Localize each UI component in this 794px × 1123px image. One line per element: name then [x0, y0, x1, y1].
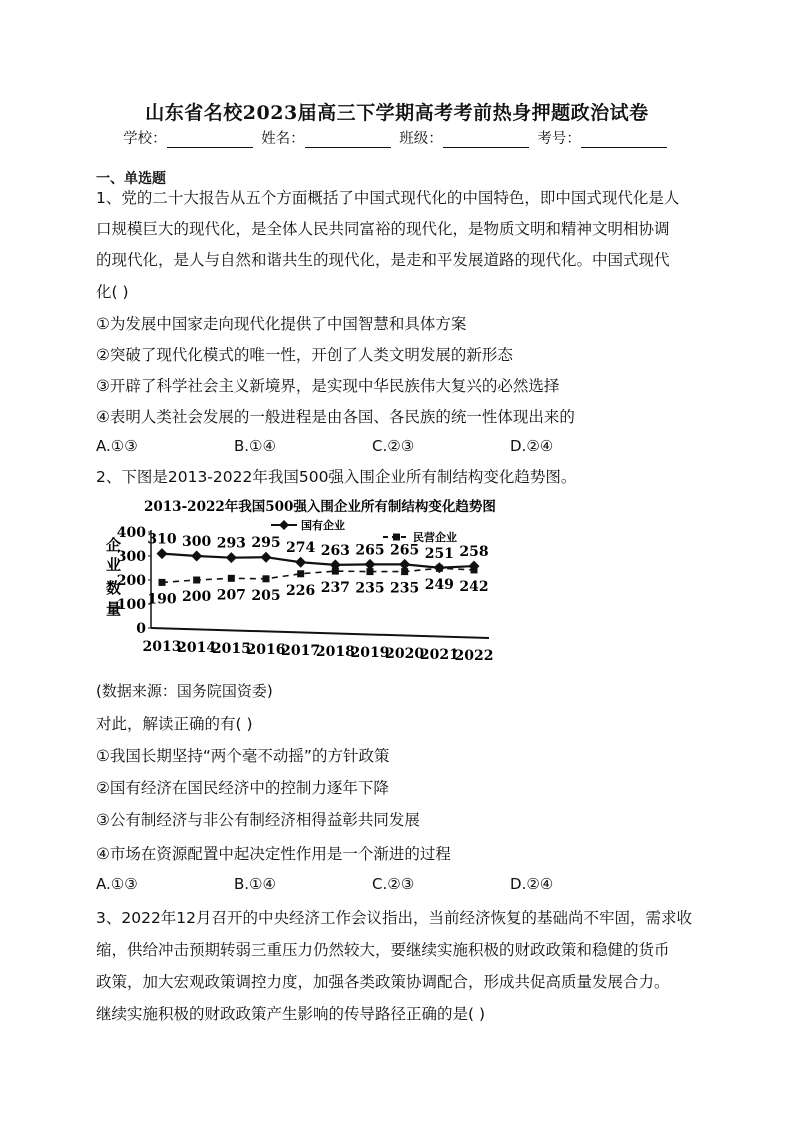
student-info-line: [0, 127, 794, 148]
q1-stem-line: 的现代化，是人与自然和谐共生的现代化，是走和平发展道路的现代化。中国式现代: [96, 251, 670, 269]
data-label: 190: [147, 591, 177, 608]
data-label: 235: [390, 580, 420, 597]
data-point: [157, 548, 168, 559]
x-tick-label: 2017: [281, 643, 321, 659]
data-label: 200: [182, 589, 212, 605]
data-label: 293: [216, 535, 246, 552]
data-label: 237: [320, 580, 350, 597]
x-axis-line: [151, 628, 489, 638]
data-point: [332, 568, 339, 575]
data-point: [436, 565, 443, 572]
q2-prompt: 对此，解读正确的有( ): [96, 715, 253, 733]
data-point: [191, 551, 202, 562]
x-tick-label: 2016: [246, 642, 286, 658]
q1-option-c[interactable]: C.②③: [372, 437, 415, 455]
q3-stem-line: 3、2022年12月召开的中央经济工作会议指出，当前经济恢复的基础尚不牢固，需求收: [96, 909, 693, 927]
name-label: 姓名：: [261, 131, 305, 147]
y-axis-label-char: 业: [106, 556, 122, 574]
q2-item: ③公有制经济与非公有制经济相得益彰共同发展: [96, 811, 420, 829]
data-label: 258: [459, 544, 489, 561]
data-point: [297, 570, 304, 577]
data-point: [401, 568, 408, 575]
data-label: 226: [286, 582, 316, 599]
page-title: 山东省名校2023届高三下学期高考考前热身押题政治试卷: [145, 102, 649, 124]
data-label: 265: [390, 542, 420, 559]
y-axis-label-char: 量: [106, 600, 122, 618]
y-tick-label: 100: [116, 597, 146, 613]
x-tick-label: 2013: [142, 639, 182, 655]
q2-option-b[interactable]: B.①④: [234, 875, 276, 893]
exam-number-label: 考号：: [537, 131, 581, 147]
data-label: 242: [459, 578, 489, 595]
data-point: [226, 552, 237, 563]
q3-stem-line: 政策，加大宏观政策调控力度，加强各类政策协调配合，形成共促高质量发展合力。: [96, 973, 670, 991]
ownership-trend-chart: [96, 494, 496, 670]
q2-options: [96, 875, 696, 897]
data-point: [367, 568, 374, 575]
legend-marker: [393, 534, 400, 541]
exam-number-blank[interactable]: [581, 132, 667, 148]
x-tick-label: 2018: [315, 644, 355, 660]
q3-stem-line: 缩，供给冲击预期转弱三重压力仍然较大，要继续实施积极的财政政策和稳健的货币: [96, 941, 670, 959]
data-point: [263, 575, 270, 582]
data-label: 295: [251, 535, 281, 552]
name-blank[interactable]: [305, 132, 391, 148]
y-tick-label: 400: [116, 525, 146, 541]
q3-stem-line: 继续实施积极的财政政策产生影响的传导路径正确的是( ): [96, 1005, 486, 1023]
q2-option-d[interactable]: D.②④: [510, 875, 554, 893]
x-tick-label: 2022: [454, 648, 494, 664]
data-label: 310: [147, 531, 177, 548]
chart-title: 2013-2022年我国500强入围企业所有制结构变化趋势图: [144, 499, 496, 515]
data-label: 235: [355, 580, 385, 597]
class-label: 班级：: [399, 131, 443, 147]
x-tick-label: 2015: [211, 641, 251, 657]
q1-item: ③开辟了科学社会主义新境界，是实现中华民族伟大复兴的必然选择: [96, 377, 560, 395]
section-heading: 一、单选题: [96, 171, 166, 187]
data-label: 207: [216, 587, 246, 604]
data-point: [295, 557, 306, 568]
q1-item: ①为发展中国家走向现代化提供了中国智慧和具体方案: [96, 315, 467, 333]
data-label: 205: [251, 587, 281, 604]
data-point: [228, 575, 235, 582]
q1-stem-line: 1、党的二十大报告从五个方面概括了中国式现代化的中国特色，即中国式现代化是人: [96, 189, 680, 207]
y-tick-label: 300: [116, 549, 146, 565]
data-label: 251: [424, 545, 454, 562]
legend-label: 国有企业: [301, 519, 345, 532]
y-axis-label-char: 数: [106, 579, 122, 597]
q2-option-c[interactable]: C.②③: [372, 875, 415, 893]
q1-option-d[interactable]: D.②④: [510, 437, 554, 455]
data-label: 249: [424, 577, 454, 594]
school-label: 学校：: [123, 131, 167, 147]
q1-option-b[interactable]: B.①④: [234, 437, 276, 455]
data-label: 274: [286, 540, 316, 557]
q1-item: ②突破了现代化模式的唯一性，开创了人类文明发展的新形态: [96, 346, 513, 364]
q2-stem: 2、下图是2013-2022年我国500强入围企业所有制结构变化趋势图。: [96, 468, 577, 486]
legend-label: 民营企业: [413, 531, 457, 544]
q1-stem-line: 口规模巨大的现代化，是全体人民共同富裕的现代化，是物质文明和精神文明相协调: [96, 220, 670, 238]
data-label: 263: [320, 542, 350, 559]
school-blank[interactable]: [167, 132, 253, 148]
class-blank[interactable]: [443, 132, 529, 148]
data-point: [471, 566, 478, 573]
q2-item: ①我国长期坚持“两个毫不动摇”的方针政策: [96, 747, 390, 765]
data-label: 265: [355, 542, 385, 559]
data-point: [261, 552, 272, 563]
q1-option-a[interactable]: A.①③: [96, 437, 138, 455]
y-tick-label: 0: [136, 621, 146, 637]
y-axis-label-char: 企: [106, 536, 122, 554]
q2-item: ④市场在资源配置中起决定性作用是一个渐进的过程: [96, 845, 451, 863]
q1-stem-line: 化( ): [96, 283, 129, 301]
q2-option-a[interactable]: A.①③: [96, 875, 138, 893]
data-point: [159, 579, 166, 586]
x-tick-label: 2014: [177, 640, 217, 656]
data-label: 300: [182, 534, 212, 550]
q2-item: ②国有经济在国民经济中的控制力逐年下降: [96, 779, 389, 797]
data-point: [193, 577, 200, 584]
q1-item: ④表明人类社会发展的一般进程是由各国、各民族的统一性体现出来的: [96, 408, 575, 426]
chart-svg: [96, 494, 496, 670]
q1-options: [96, 437, 696, 459]
y-tick-label: 200: [116, 573, 146, 589]
x-tick-label: 2019: [350, 645, 390, 661]
x-tick-label: 2020: [385, 646, 425, 662]
x-tick-label: 2021: [419, 647, 459, 663]
q2-data-source: (数据来源：国务院国资委): [96, 682, 273, 700]
legend-marker: [279, 520, 289, 530]
